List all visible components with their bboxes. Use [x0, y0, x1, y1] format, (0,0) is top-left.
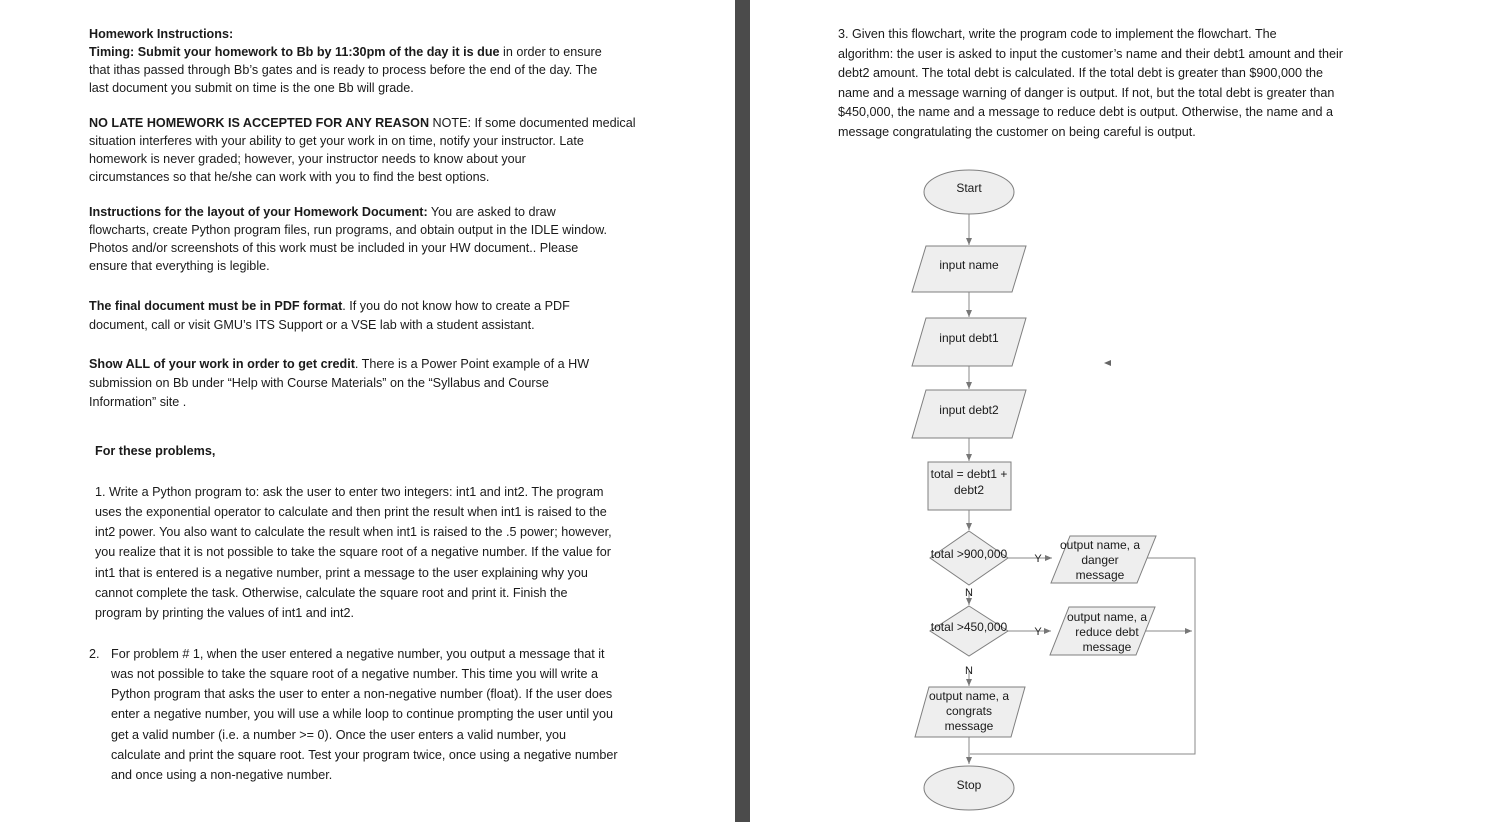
congrats-label-line-2: congrats	[945, 704, 993, 718]
show-line-2: submission on Bb under “Help with Course Materials” on the “Syllabus and Course	[89, 376, 549, 390]
p1-line-7: program by printing the values of int1 and int2.	[95, 606, 355, 620]
late-line-1	[89, 114, 636, 132]
layout-bold: Instructions for the layout of your Homework Document:	[89, 205, 428, 219]
flowchart	[750, 0, 1486, 822]
congrats-label-line-1: output name, a	[928, 689, 1010, 703]
page-gutter	[735, 0, 750, 822]
start-label: Start	[956, 181, 982, 195]
late-line-3: homework is never graded; however, your instructor needs to know about your	[89, 152, 526, 166]
p2-number: 2.	[89, 647, 100, 661]
right-document-page	[750, 0, 1486, 822]
p2-line-5: get a valid number (i.e. a number >= 0). Once the user enters a valid number, you	[111, 728, 567, 742]
for-problems-heading: For these problems,	[95, 444, 216, 458]
show-line-1	[89, 355, 589, 373]
p1-line-5: int1 that is entered is a negative number, print a message to the user explaining why you	[95, 566, 588, 580]
timing-bold: Timing: Submit your homework to Bb by 11:30pm of the day it is due	[89, 45, 500, 59]
reduce-label-line-2: reduce debt	[1075, 625, 1139, 639]
decision1-yes-label: Y	[1034, 553, 1042, 565]
reduce-label-line-1: output name, a	[1066, 610, 1148, 624]
p3-line-1: 3. Given this flowchart, write the program code to implement the flowchart. The	[838, 27, 1277, 41]
p2-line-2: was not possible to take the square root of a negative number. This time you will write a	[111, 667, 598, 681]
decision-450k-label: total >450,000	[930, 620, 1008, 634]
show-line-3: Information” site .	[89, 395, 187, 409]
left-document-page	[0, 0, 735, 822]
pdf-rest: . If you do not know how to create a PDF	[342, 299, 570, 313]
congrats-label-line-3: message	[944, 719, 994, 733]
p1-line-6: cannot complete the task. Otherwise, calculate the square root and print it. Finish the	[95, 586, 568, 600]
hw-title: Homework Instructions:	[89, 27, 234, 41]
input-debt2-label: input debt2	[939, 403, 999, 417]
show-bold: Show ALL of your work in order to get credit	[89, 357, 355, 371]
pdf-line-2: document, call or visit GMU’s ITS Support or a VSE lab with a student assistant.	[89, 318, 535, 332]
pdf-bold: The final document must be in PDF format	[89, 299, 343, 313]
reduce-label-line-3: message	[1082, 640, 1132, 654]
timing-rest: in order to ensure	[499, 45, 602, 59]
input-name-label: input name	[939, 258, 999, 272]
decision-900k-label: total >900,000	[930, 547, 1008, 561]
late-bold: NO LATE HOMEWORK IS ACCEPTED FOR ANY REASON	[89, 116, 430, 130]
show-rest: . There is a Power Point example of a HW	[354, 357, 590, 371]
p3-line-3: debt2 amount. The total debt is calculated. If the total debt is greater than $900,000 the	[838, 66, 1323, 81]
late-line-4: circumstances so that he/she can work with you to find the best options.	[89, 170, 490, 184]
layout-line-2: flowcharts, create Python program files, run programs, and obtain output in the IDLE window.	[89, 223, 608, 237]
p1-line-4: you realize that it is not possible to take the square root of a negative number. If the value for	[95, 545, 611, 559]
p3-line-6: message congratulating the customer on being careful is output.	[838, 124, 1196, 139]
p2-line-6: calculate and print the square root. Test your program twice, once using a negative number	[111, 748, 618, 762]
decision1-no-label: N	[965, 587, 973, 599]
p3-line-4: name and a message warning of danger is output. If not, but the total debt is greater than	[838, 85, 1335, 100]
p2-line-3: Python program that asks the user to enter a non-negative number (float). If the user does	[111, 687, 613, 701]
pdf-line-1	[89, 297, 570, 315]
late-rest: NOTE: If some documented medical	[429, 116, 636, 130]
decision2-yes-label: Y	[1034, 626, 1042, 638]
timing-line-1	[89, 43, 602, 61]
timing-line-2: that ithas passed through Bb’s gates and is ready to process before the end of the day. The	[89, 63, 598, 77]
layout-rest: You are asked to draw	[427, 205, 556, 219]
total-label-line-1: total = debt1 +	[930, 467, 1008, 481]
layout-line-3: Photos and/or screenshots of this work must be included in your HW document.. Please	[89, 241, 579, 255]
stop-label: Stop	[956, 778, 982, 792]
timing-line-3: last document you submit on time is the one Bb will grade.	[89, 81, 414, 95]
p3-line-5: $450,000, the name and a message to reduce debt is output. Otherwise, the name and a	[838, 105, 1333, 120]
layout-line-4: ensure that everything is legible.	[89, 259, 270, 273]
p2-line-4: enter a negative number, you will use a while loop to continue prompting the user until you	[111, 707, 613, 721]
layout-line-1	[89, 203, 556, 221]
p2-line-1: For problem # 1, when the user entered a negative number, you output a message that it	[111, 647, 605, 661]
p1-line-1: 1. Write a Python program to: ask the user to enter two integers: int1 and int2. The program	[95, 485, 604, 499]
danger-label-line-3: message	[1075, 568, 1125, 582]
p3-line-2: algorithm: the user is asked to input the customer’s name and their debt1 amount and their	[838, 46, 1343, 61]
late-line-2: situation interferes with your ability to get your work in on time, notify your instructor. Late	[89, 134, 584, 148]
p1-line-3: int2 power. You also want to calculate the result when int1 is raised to the .5 power; however,	[95, 525, 612, 539]
input-debt1-label: input debt1	[939, 331, 999, 345]
decision2-no-label: N	[965, 665, 973, 677]
p2-line-7: and once using a non-negative number.	[111, 768, 333, 782]
danger-label-line-2: danger	[1081, 553, 1119, 567]
p1-line-2: uses the exponential operator to calculate and then print the result when int1 is raised to the	[95, 505, 607, 519]
stray-arrowhead	[1104, 360, 1111, 366]
danger-label-line-1: output name, a	[1059, 538, 1141, 552]
total-label-line-2: debt2	[953, 483, 985, 497]
